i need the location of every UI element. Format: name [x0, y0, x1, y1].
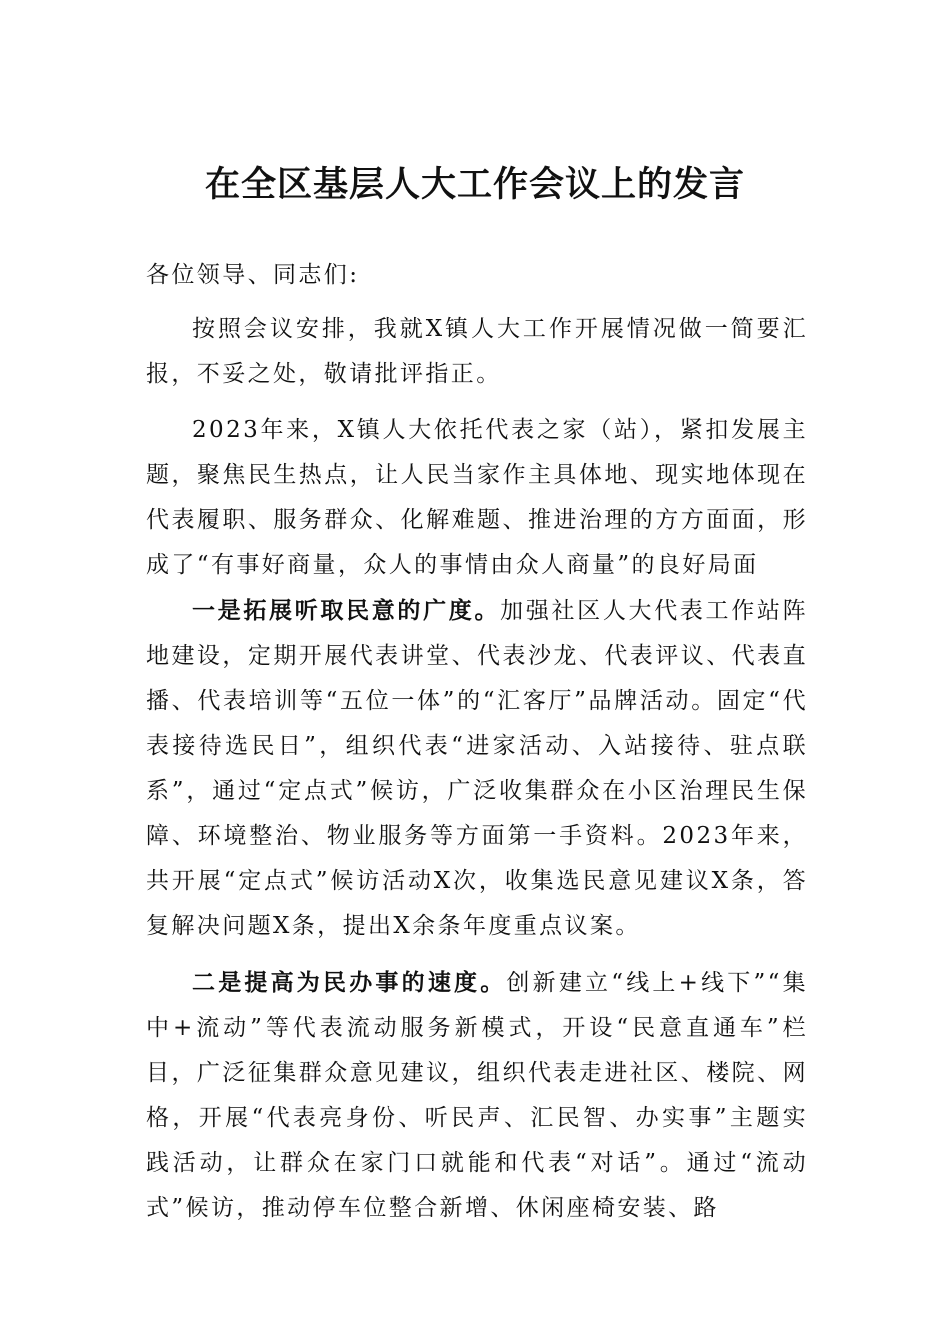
salutation: 各位领导、同志们:: [146, 262, 360, 288]
paragraph-opening: [146, 307, 808, 397]
paragraph-point-two: [146, 960, 808, 1231]
paragraph-text: 加强社区人大代表工作站阵地建设，定期开展代表讲堂、代表沙龙、代表评议、代表直播、代表培训等“五位一体”的“汇客厅”品牌活动。固定“代表接待选民日”，组织代表“进家活动、入站接待、驻点联系”，通过“定点式”候访，广泛收集群众在小区治理民生保障、环境整治、物业服务等方面第一手资料。2023年来，共开展“定点式”候访活动X次，收集选民意见建议X条，答复解决问题X条，提出X余条年度重点议案。: [146, 598, 808, 939]
paragraph-text: 2023年来，X镇人大依托代表之家（站），紧扣发展主题，聚焦民生热点，让人民当家作主具体地、现实地体现在代表履职、服务群众、化解难题、推进治理的方方面面，形成了“有事好商量，众人的事情由众人商量”的良好局面: [146, 417, 808, 578]
paragraph-lead-heading: 二是提高为民办事的速度。: [192, 969, 507, 996]
paragraph-overview: [146, 408, 808, 588]
paragraph-text: 创新建立“线上+线下”“集中+流动”等代表流动服务新模式，开设“民意直通车”栏目，广泛征集群众意见建议，组织代表走进社区、楼院、网格，开展“代表亮身份、听民声、汇民智、办实事”主题实践活动，让群众在家门口就能和代表“对话”。通过“流动式”候访，推动停车位整合新增、休闲座椅安装、路: [146, 970, 808, 1221]
paragraph-lead-heading: 一是拓展听取民意的广度。: [192, 597, 501, 624]
paragraph-text: 按照会议安排，我就X镇人大工作开展情况做一简要汇报，不妥之处，敬请批评指正。: [146, 316, 808, 387]
paragraph-point-one: [146, 588, 808, 949]
document-body: [146, 253, 808, 1231]
document-title: 在全区基层人大工作会议上的发言: [204, 164, 745, 205]
